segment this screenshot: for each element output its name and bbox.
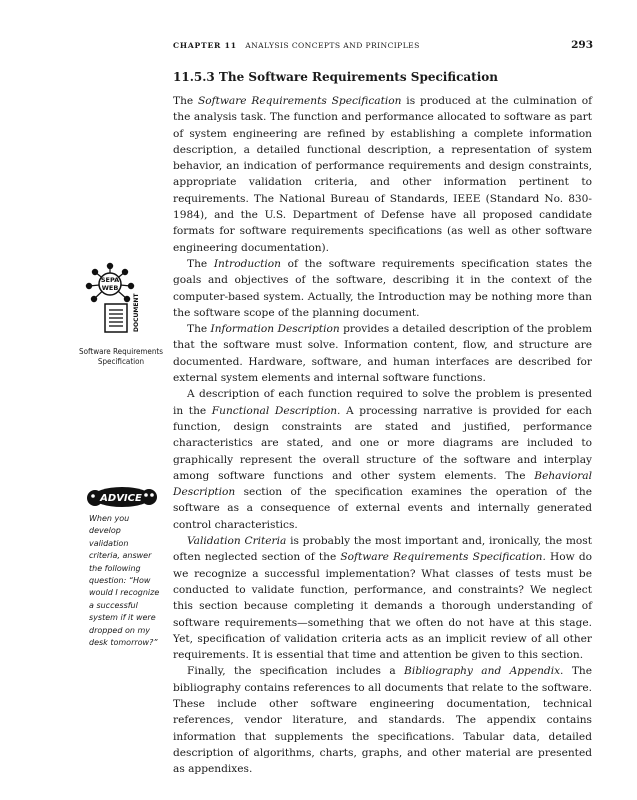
document-icon bbox=[85, 262, 165, 346]
paragraph-introduction: The Introduction of the software requirements specification states the goals and objectives of the software, describing it in the context of the computer-based system. Actually, the Introduction may be nothing more than the software scope of the planning document. bbox=[173, 257, 592, 319]
chapter-heading bbox=[173, 41, 420, 50]
sepa-web-document-icon bbox=[85, 262, 165, 346]
running-header bbox=[173, 41, 593, 55]
svg-text:SEPA: SEPA bbox=[100, 276, 120, 284]
section-title: 11.5.3 The Software Requirements Specification bbox=[173, 70, 498, 84]
paragraph-bibliography: Finally, the specification includes a Bibliography and Appendix. The bibliography contains references to all documents that relate to the software. These include other software engineering documentation, technical references, vendor literature, and standards. The appendix contains information that supplements the specifications. Tabular data, detailed description of algorithms, charts, graphs, and other material are presented as appendixes. bbox=[173, 665, 592, 776]
advice-note: When you develop validation criteria, answer the following question: “How would I recognize a successful system if it were dropped on my desk tomorrow?” bbox=[89, 514, 160, 648]
chapter-title: ANALYSIS CONCEPTS AND PRINCIPLES bbox=[245, 41, 420, 50]
body-text bbox=[173, 93, 592, 777]
advice-icon bbox=[82, 484, 162, 510]
chapter-label: CHAPTER 11 bbox=[173, 41, 237, 50]
paragraph-information-description: The Information Description provides a detailed description of the problem that the software must solve. Information content, flow, and structure are documented. Hardware, software, and human interfaces are described for external system elements and internal software functions. bbox=[173, 323, 592, 385]
document-vertical-label: DOCUMENT bbox=[133, 293, 140, 332]
advice-label: ADVICE bbox=[100, 493, 142, 504]
paragraph-functional-description: A description of each function required to solve the problem is presented in the Functional Description. A processing narrative is provided for each function, design constraints are stated and justified, performance characteristics are stated, and one or more diagrams are included to graphically represent the overall structure of the software and interplay among software functions and other system elements. The Behavioral Description section of the specification examines the operation of the software as a consequence of external events and internally generated control characteristics. bbox=[173, 388, 592, 531]
svg-text:WEB: WEB bbox=[101, 284, 119, 292]
paragraph-validation-criteria: Validation Criteria is probably the most important and, ironically, the most often neglected section of the Software Requirements Specification. How do we recognize a successful implementation? What classes of tests must be conducted to validate function, performance, and constraints? We neglect this section because completing it demands a thorough understanding of software requirements—something that we often do not have at this stage. Yet, specification of validation criteria acts as an implicit review of all other requirements. It is essential that time and attention be given to this section. bbox=[173, 535, 592, 662]
page-number: 293 bbox=[571, 39, 593, 51]
document-caption: Software Requirements Specification bbox=[79, 347, 163, 366]
paragraph-overview: The Software Requirements Specification is produced at the culmination of the analysis task. The function and performance allocated to software as part of system engineering are refined by establishing a complete information description, a detailed functional description, a representation of system behavior, an indication of performance requirements and design constraints, appropriate validation criteria, and other information pertinent to requirements. The National Bureau of Standards, IEEE (Standard No. 830-1984), and the U.S. Department of Defense have all proposed candidate formats for software requirements specifications (as well as other software engineering documentation). bbox=[173, 95, 592, 254]
